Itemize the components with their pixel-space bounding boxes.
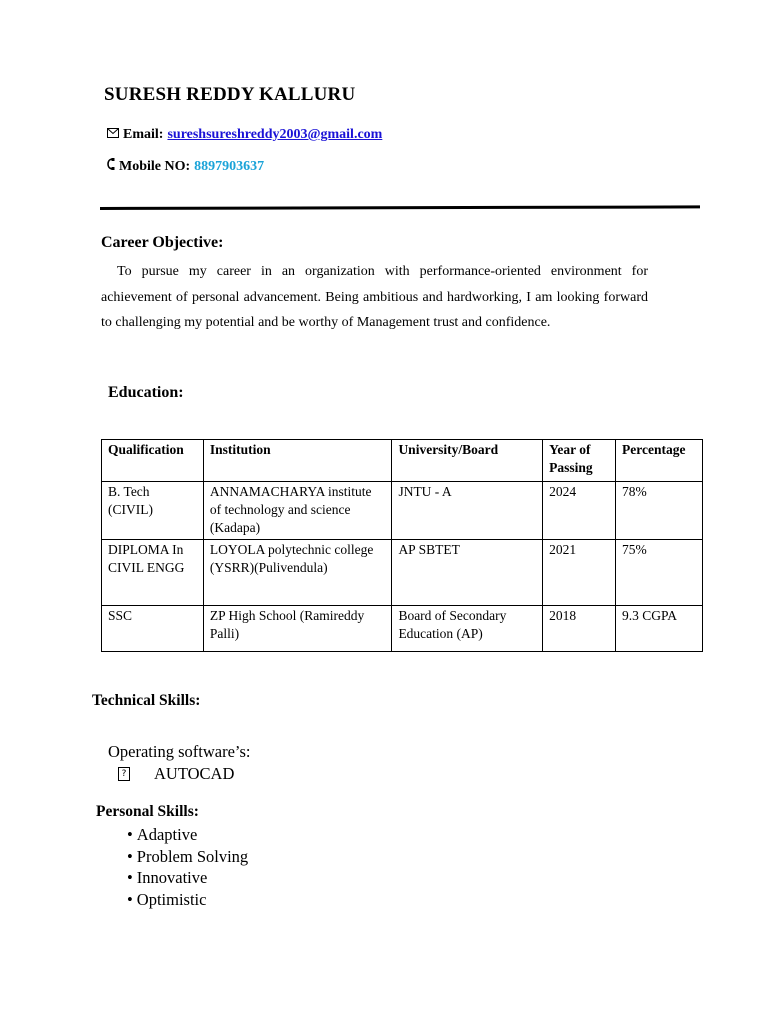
envelope-icon (107, 127, 119, 143)
table-row (102, 482, 703, 540)
table-cell: 78% (616, 482, 703, 540)
list-item: • Adaptive (127, 824, 248, 846)
header-divider (100, 205, 700, 210)
table-cell: 9.3 CGPA (616, 606, 703, 652)
phone-icon (107, 158, 115, 175)
table-cell: ZP High School (Ramireddy Palli) (203, 606, 392, 652)
email-label: Email: (123, 127, 164, 142)
column-header-percentage: Percentage (616, 440, 703, 482)
mobile-number[interactable]: 8897903637 (194, 158, 265, 174)
table-cell: SSC (102, 606, 204, 652)
table-row (102, 540, 703, 606)
operating-software-label: Operating software’s: (108, 742, 251, 761)
column-header-university: University/Board (392, 440, 543, 482)
table-cell: ANNAMACHARYA institute of technology and science (Kadapa) (203, 482, 392, 540)
education-heading: Education: (108, 384, 184, 401)
table-cell: 2021 (543, 540, 616, 606)
table-cell: AP SBTET (392, 540, 543, 606)
mobile-label: Mobile NO: (119, 158, 191, 174)
mobile-line (107, 158, 264, 175)
table-cell: DIPLOMA In CIVIL ENGG (102, 540, 204, 606)
table-cell: JNTU - A (392, 482, 543, 540)
technical-skills-heading: Technical Skills: (92, 692, 201, 709)
table-row (102, 606, 703, 652)
career-objective-text: To pursue my career in an organization with performance-oriented environment for achievement of personal advancement. Being ambitious and hardworking, I am looking forward to challenging my potential and be worthy of Management trust and confidence. (101, 264, 648, 330)
email-link[interactable]: sureshsureshreddy2003@gmail.com (167, 127, 383, 142)
education-table (101, 439, 703, 652)
list-item: • Optimistic (127, 889, 248, 911)
career-objective-heading: Career Objective: (101, 234, 224, 251)
table-cell: Board of Secondary Education (AP) (392, 606, 543, 652)
software-item (118, 764, 234, 784)
candidate-name: SURESH REDDY KALLURU (104, 84, 356, 105)
software-name: AUTOCAD (154, 764, 235, 783)
list-item: • Innovative (127, 867, 248, 889)
table-cell: 2018 (543, 606, 616, 652)
missing-glyph-icon: ? (118, 767, 130, 781)
list-item: • Problem Solving (127, 846, 248, 868)
column-header-year: Year of Passing (543, 440, 616, 482)
personal-skills-list (127, 824, 248, 910)
table-header-row (102, 440, 703, 482)
column-header-institution: Institution (203, 440, 392, 482)
personal-skills-heading: Personal Skills: (96, 803, 199, 820)
table-cell: B. Tech (CIVIL) (102, 482, 204, 540)
table-cell: 75% (616, 540, 703, 606)
email-line (107, 127, 382, 143)
column-header-qualification: Qualification (102, 440, 204, 482)
table-cell: LOYOLA polytechnic college (YSRR)(Pulivendula) (203, 540, 392, 606)
table-cell: 2024 (543, 482, 616, 540)
